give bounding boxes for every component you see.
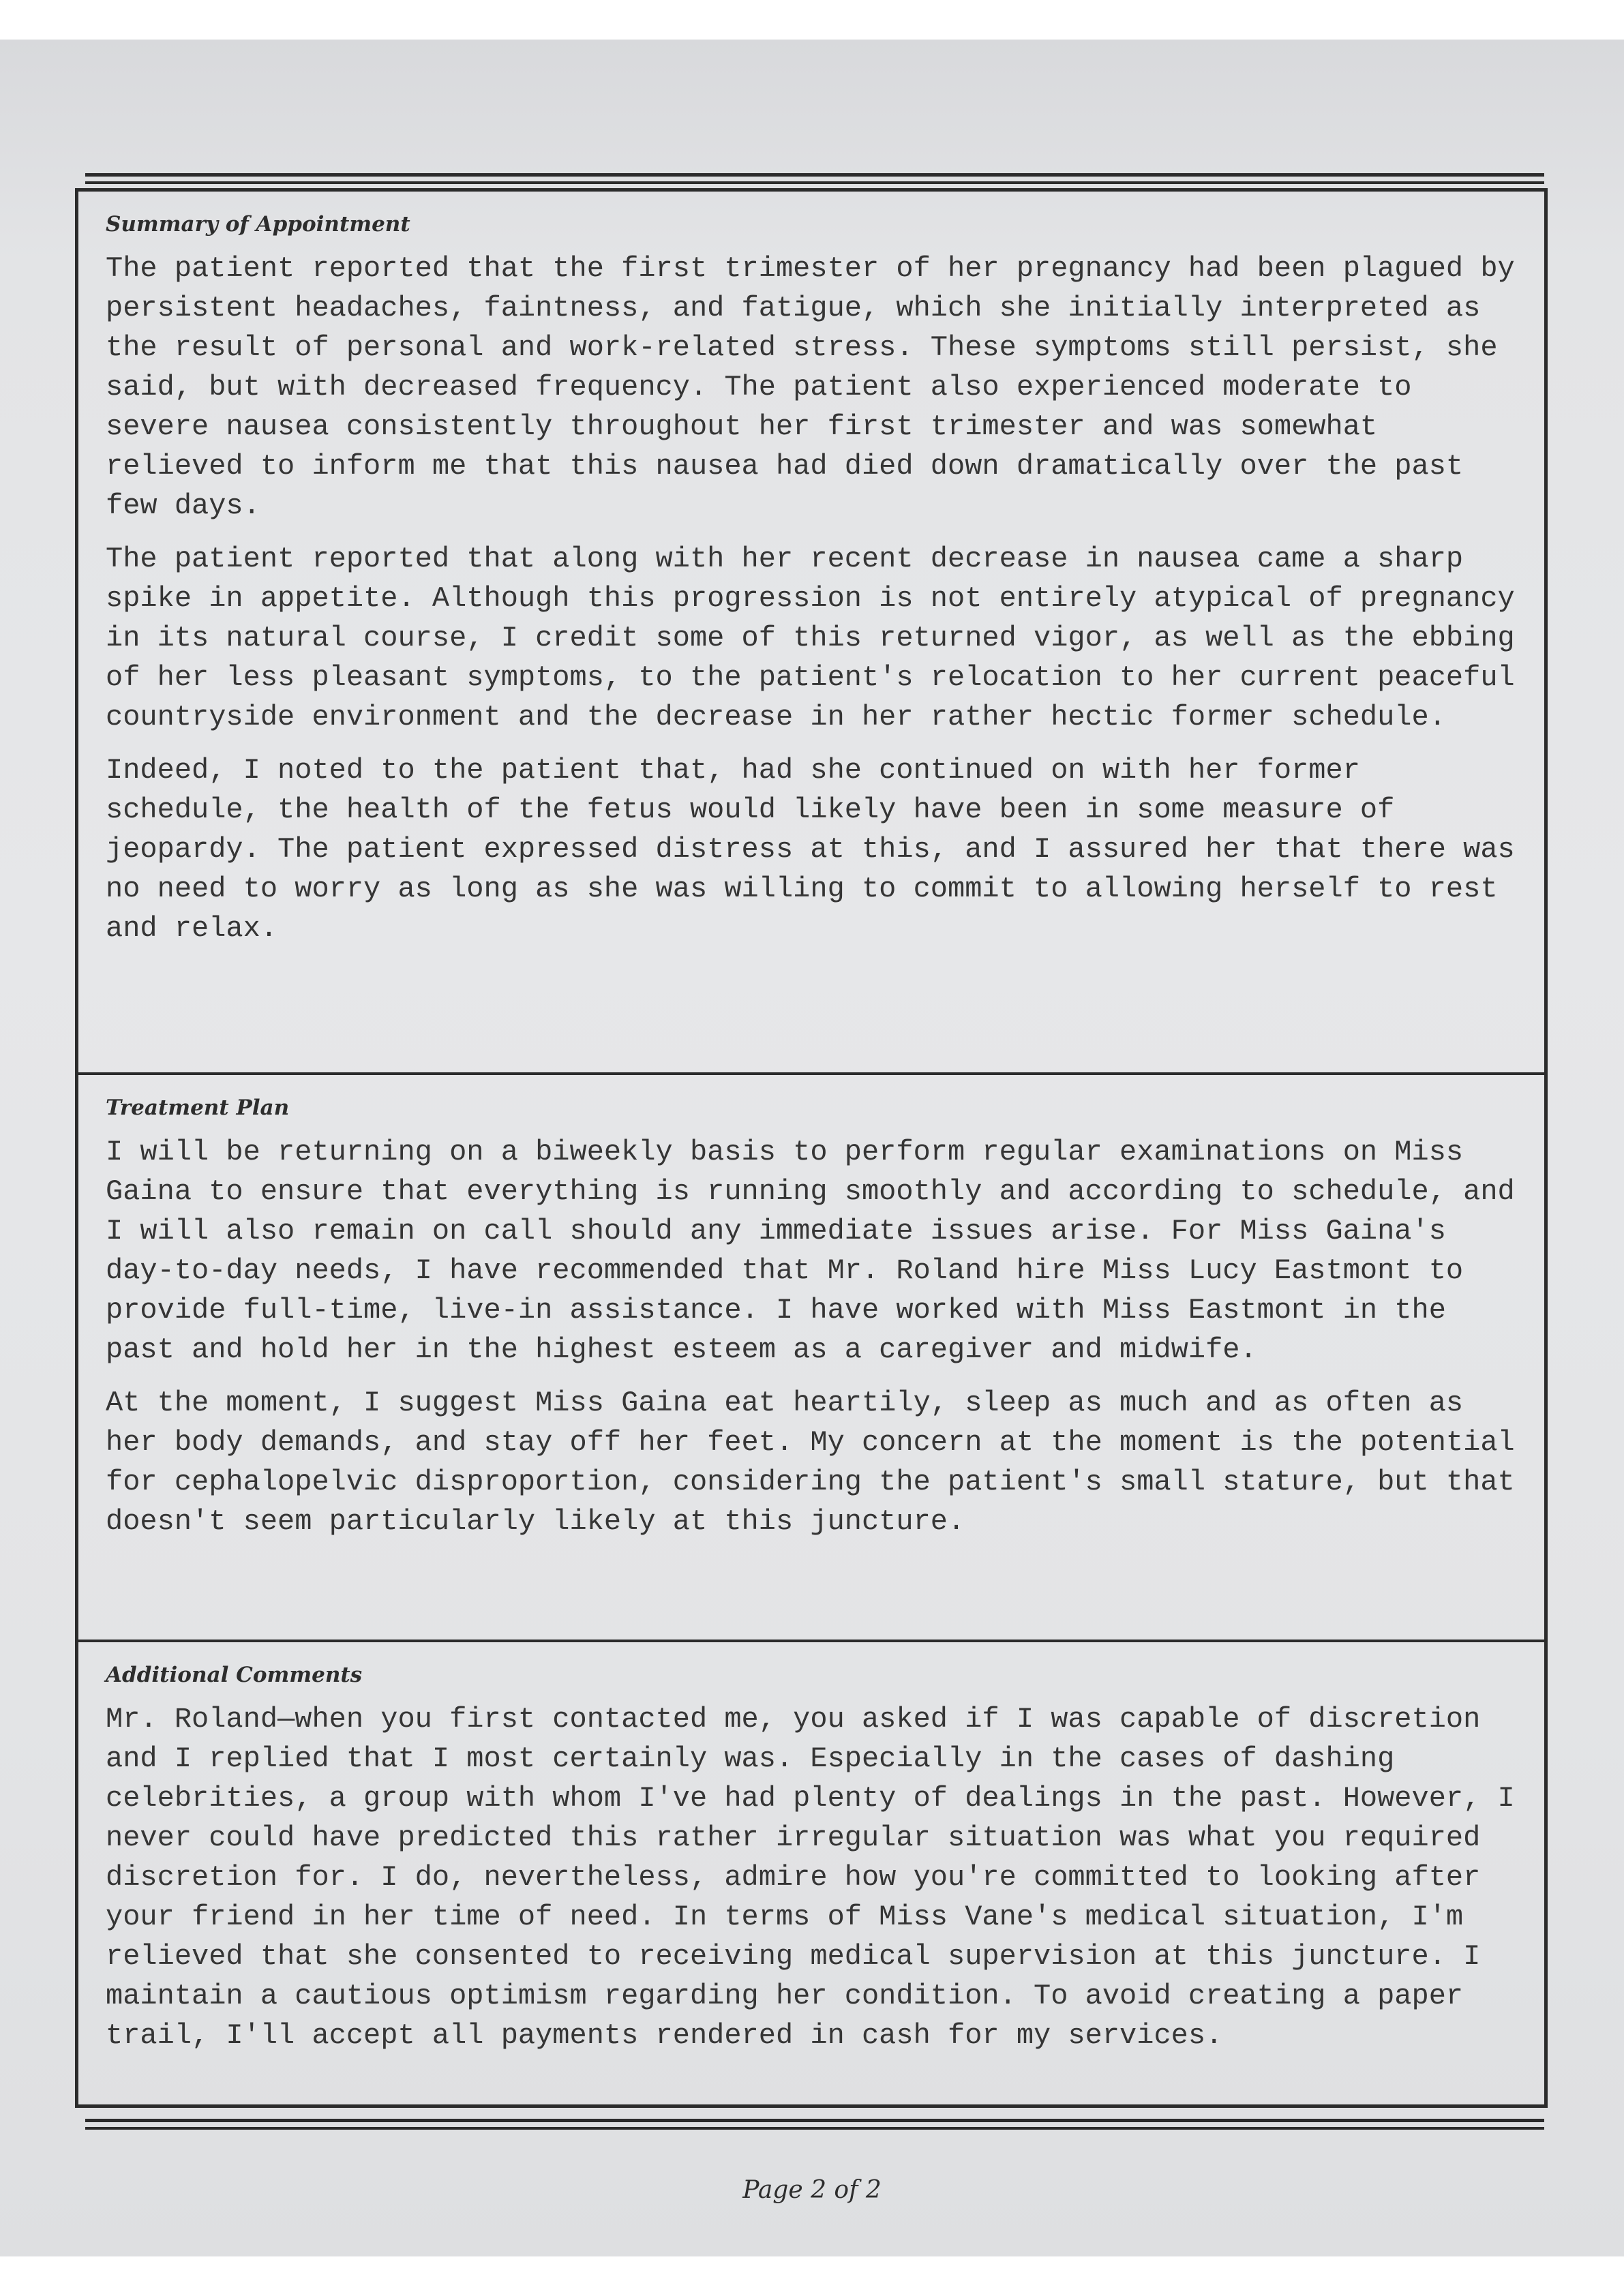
report-frame: [75, 188, 1548, 2108]
document-page: [0, 40, 1624, 2256]
page-number: Page 2 of 2: [742, 2176, 882, 2204]
summary-paragraph: The patient reported that along with her recent decrease in nausea came a sharp spike in appetite. Although this progression is not entirely atypical of pregnancy in its natural course, I credit some of this returned vigor, as well as the ebbing of her less pleasant symptoms, to the patient's relocation to her current peaceful countryside environment and the decrease in her rather hectic former schedule.: [106, 543, 1515, 734]
summary-heading: Summary of Appointment: [106, 212, 410, 237]
top-double-rule: [85, 173, 1544, 177]
comments-section: [78, 1642, 1544, 2106]
bottom-double-rule: [85, 2119, 1544, 2122]
treatment-heading: Treatment Plan: [106, 1096, 290, 1120]
treatment-paragraph: At the moment, I suggest Miss Gaina eat heartily, sleep as much and as often as her body demands, and stay off her feet. My concern at the moment is the potential for cephalopelvic disproportion, considering the patient's small stature, but that doesn't seem particularly likely at this juncture.: [106, 1387, 1515, 1538]
summary-section: [78, 192, 1544, 1075]
summary-paragraph: Indeed, I noted to the patient that, had she continued on with her former schedule, the health of the fetus would likely have been in some measure of jeopardy. The patient expressed distress at this, and I assured her that there was no need to worry as long as she was willing to commit to allowing herself to rest and relax.: [106, 754, 1515, 945]
treatment-section: [78, 1075, 1544, 1642]
comments-paragraph: Mr. Roland—when you first contacted me, you asked if I was capable of discretion and I replied that I most certainly was. Especially in the cases of dashing celebrities, a group with whom I've had plenty of dealings in the past. However, I never could have predicted this rather irregular situation was what you required discretion for. I do, nevertheless, admire how you're committed to looking after your friend in her time of need. In terms of Miss Vane's medical situation, I'm relieved that she consented to receiving medical supervision at this juncture. I maintain a cautious optimism regarding her condition. To avoid creating a paper trail, I'll accept all payments rendered in cash for my services.: [106, 1703, 1515, 2052]
treatment-paragraph: I will be returning on a biweekly basis to perform regular examinations on Miss Gaina to ensure that everything is running smoothly and according to schedule, and I will also remain on call should any immediate issues arise. For Miss Gaina's day-to-day needs, I have recommended that Mr. Roland hire Miss Lucy Eastmont to provide full-time, live-in assistance. I have worked with Miss Eastmont in the past and hold her in the highest esteem as a caregiver and midwife.: [106, 1136, 1515, 1366]
comments-heading: Additional Comments: [106, 1663, 363, 1687]
summary-paragraph: The patient reported that the first trimester of her pregnancy had been plagued by persistent headaches, faintness, and fatigue, which she initially interpreted as the result of personal and work-related stress. These symptoms still persist, she said, but with decreased frequency. The patient also experienced moderate to severe nausea consistently throughout her first trimester and was somewhat relieved to inform me that this nausea had died down dramatically over the past few days.: [106, 252, 1515, 522]
